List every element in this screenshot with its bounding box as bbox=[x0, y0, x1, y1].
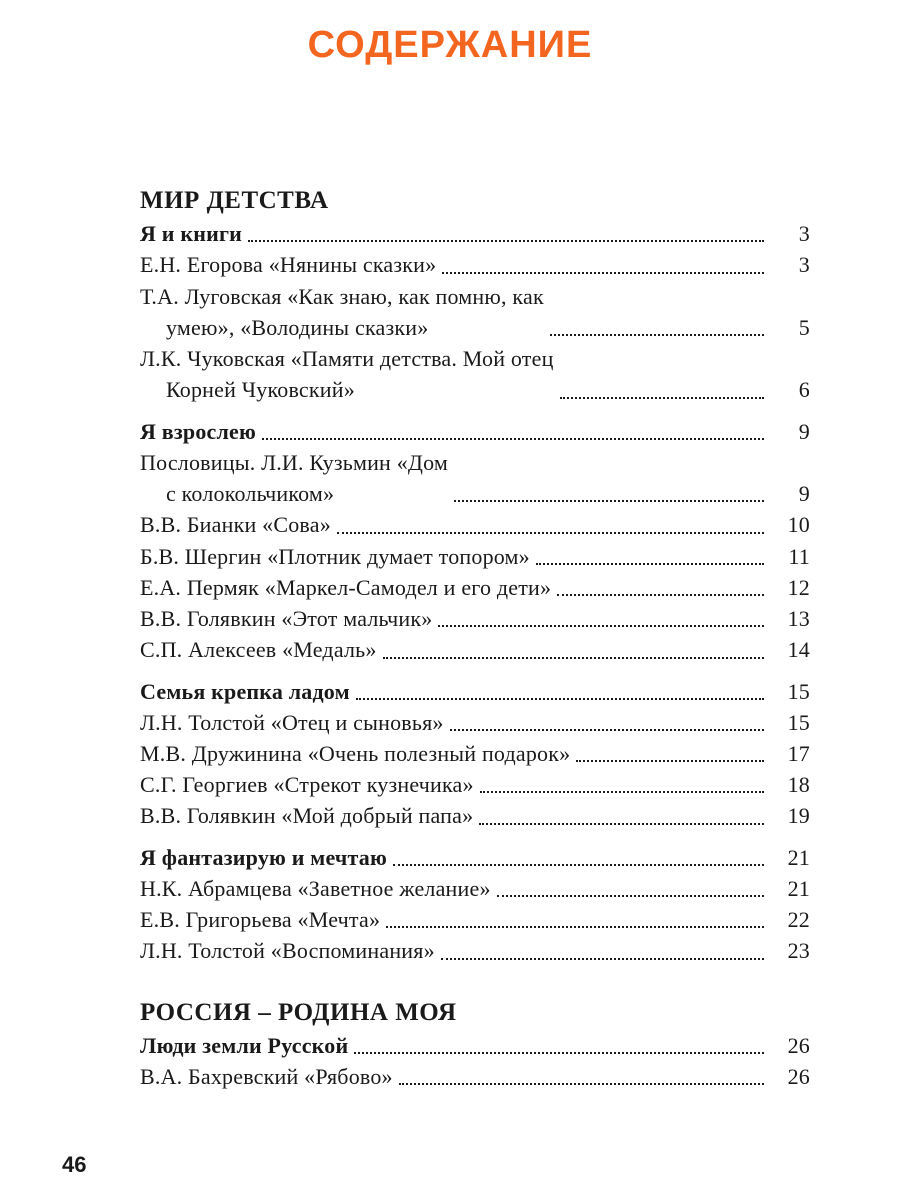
leader-dots bbox=[479, 823, 764, 825]
toc-entry[interactable] bbox=[140, 769, 810, 800]
toc-entry[interactable] bbox=[140, 904, 810, 935]
toc-entry-title: В.В. Голявкин «Этот мальчик» bbox=[140, 606, 433, 632]
toc-entry[interactable] bbox=[140, 842, 810, 873]
toc-entry-title: В.А. Бахревский «Рябово» bbox=[140, 1064, 393, 1090]
leader-dots bbox=[393, 864, 764, 866]
spacer bbox=[140, 406, 810, 416]
toc-entry-title: Е.Н. Егорова «Нянины сказки» bbox=[140, 252, 437, 278]
leader-dots bbox=[442, 272, 764, 274]
leader-dots bbox=[386, 926, 764, 928]
toc-entry-title: Я и книги bbox=[140, 221, 243, 247]
toc-entry-page: 13 bbox=[787, 606, 810, 632]
toc-entry-page: 15 bbox=[787, 678, 810, 704]
leader-dots bbox=[383, 657, 764, 659]
toc-entry-page: 9 bbox=[798, 481, 810, 507]
spacer bbox=[140, 832, 810, 842]
toc-entry[interactable] bbox=[140, 707, 810, 738]
toc-entry-title: Н.К. Абрамцева «Заветное желание» bbox=[140, 875, 491, 901]
leader-dots bbox=[262, 438, 764, 440]
toc-entry[interactable] bbox=[140, 873, 810, 904]
toc-entry-title: Я фантазирую и мечтаю bbox=[140, 844, 388, 870]
toc-entry[interactable] bbox=[140, 1030, 810, 1061]
leader-dots bbox=[454, 500, 764, 502]
leader-dots bbox=[576, 760, 764, 762]
section-heading: РОССИЯ – РОДИНА МОЯ bbox=[140, 998, 457, 1026]
leader-dots bbox=[356, 698, 764, 700]
toc-section-rossiya-rodina-moya bbox=[140, 997, 810, 1093]
toc-entry-title: В.В. Голявкин «Мой добрый папа» bbox=[140, 803, 474, 829]
toc-entry-page: 17 bbox=[787, 741, 810, 766]
leader-dots bbox=[438, 625, 764, 627]
toc-entry-page: 3 bbox=[798, 252, 810, 278]
toc-entry-page: 10 bbox=[787, 512, 810, 538]
toc-entry[interactable] bbox=[140, 572, 810, 603]
toc-entry[interactable] bbox=[140, 249, 810, 280]
toc-entry[interactable] bbox=[140, 935, 810, 966]
leader-dots bbox=[354, 1052, 764, 1054]
toc-list bbox=[70, 67, 830, 1092]
toc-entry-title: С.Г. Георгиев «Стрекот кузнечика» bbox=[140, 772, 474, 798]
toc-entry-page: 18 bbox=[787, 772, 810, 798]
toc-entry[interactable] bbox=[140, 343, 810, 405]
page-number: 46 bbox=[62, 1152, 87, 1177]
toc-entry[interactable] bbox=[140, 634, 810, 665]
toc-entry[interactable] bbox=[140, 603, 810, 634]
toc-entry-title: Люди земли Русской bbox=[140, 1032, 349, 1058]
toc-entry-page: 12 bbox=[787, 574, 810, 600]
toc-entry-page: 19 bbox=[787, 803, 810, 829]
toc-entry-title: Т.А. Луговская «Как знаю, как помню, как умею», «Володины сказки» bbox=[140, 283, 544, 340]
toc-entry-title: Семья крепка ладом bbox=[140, 678, 350, 704]
section-heading: МИР ДЕТСТВА bbox=[140, 187, 329, 214]
page-title: СОДЕРЖАНИЕ bbox=[307, 24, 593, 66]
toc-entry-title: М.В. Дружинина «Очень полезный подарок» bbox=[140, 741, 571, 766]
toc-entry-page: 22 bbox=[787, 907, 810, 933]
toc-entry-page: 6 bbox=[798, 377, 810, 403]
toc-entry-title: Пословицы. Л.И. Кузьмин «Дом с колокольчиком» bbox=[140, 449, 449, 507]
toc-entry-page: 15 bbox=[787, 709, 810, 735]
toc-entry-title: Л.Н. Толстой «Воспоминания» bbox=[140, 938, 435, 964]
toc-entry[interactable] bbox=[140, 447, 810, 509]
leader-dots bbox=[450, 729, 764, 731]
toc-entry-page: 14 bbox=[787, 637, 810, 663]
toc-entry[interactable] bbox=[140, 1061, 810, 1092]
toc-entry-page: 9 bbox=[798, 418, 810, 444]
leader-dots bbox=[557, 594, 764, 596]
toc-entry-title: Е.А. Пермяк «Маркел-Самодел и его дети» bbox=[140, 574, 552, 600]
toc-entry-title: Б.В. Шергин «Плотник думает топором» bbox=[140, 543, 530, 569]
toc-entry[interactable] bbox=[140, 218, 810, 249]
toc-section-mir-detstva bbox=[140, 185, 810, 967]
toc-entry-page: 23 bbox=[787, 938, 810, 964]
toc-entry[interactable] bbox=[140, 738, 810, 769]
leader-dots bbox=[441, 958, 764, 960]
leader-dots bbox=[480, 791, 764, 793]
toc-entry[interactable] bbox=[140, 416, 810, 447]
toc-entry[interactable] bbox=[140, 800, 810, 831]
toc-entry-title: Л.Н. Толстой «Отец и сыновья» bbox=[140, 709, 444, 735]
leader-dots bbox=[560, 397, 764, 399]
toc-entry-page: 21 bbox=[787, 844, 810, 870]
toc-entry-title: В.В. Бианки «Сова» bbox=[140, 512, 331, 538]
toc-entry-title: Я взрослею bbox=[140, 418, 257, 444]
leader-dots bbox=[550, 334, 764, 336]
leader-dots bbox=[497, 895, 764, 897]
toc-entry[interactable] bbox=[140, 541, 810, 572]
toc-entry[interactable] bbox=[140, 509, 810, 540]
toc-entry-page: 26 bbox=[787, 1064, 810, 1090]
toc-entry-title: Е.В. Григорьева «Мечта» bbox=[140, 907, 381, 933]
spacer bbox=[140, 666, 810, 676]
toc-entry-title: Л.К. Чуковская «Памяти детства. Мой отец Корней Чуковский» bbox=[140, 346, 554, 403]
toc-entry-page: 26 bbox=[787, 1032, 810, 1058]
toc-entry[interactable] bbox=[140, 281, 810, 343]
toc-entry-page: 3 bbox=[798, 221, 810, 247]
toc-entry-title: С.П. Алексеев «Медаль» bbox=[140, 637, 377, 663]
leader-dots bbox=[337, 532, 764, 534]
leader-dots bbox=[536, 563, 764, 565]
toc-entry-page: 11 bbox=[788, 543, 810, 569]
toc-entry-page: 5 bbox=[798, 314, 810, 340]
leader-dots bbox=[399, 1083, 764, 1085]
toc-entry[interactable] bbox=[140, 676, 810, 707]
leader-dots bbox=[248, 240, 764, 242]
toc-entry-page: 21 bbox=[787, 875, 810, 901]
